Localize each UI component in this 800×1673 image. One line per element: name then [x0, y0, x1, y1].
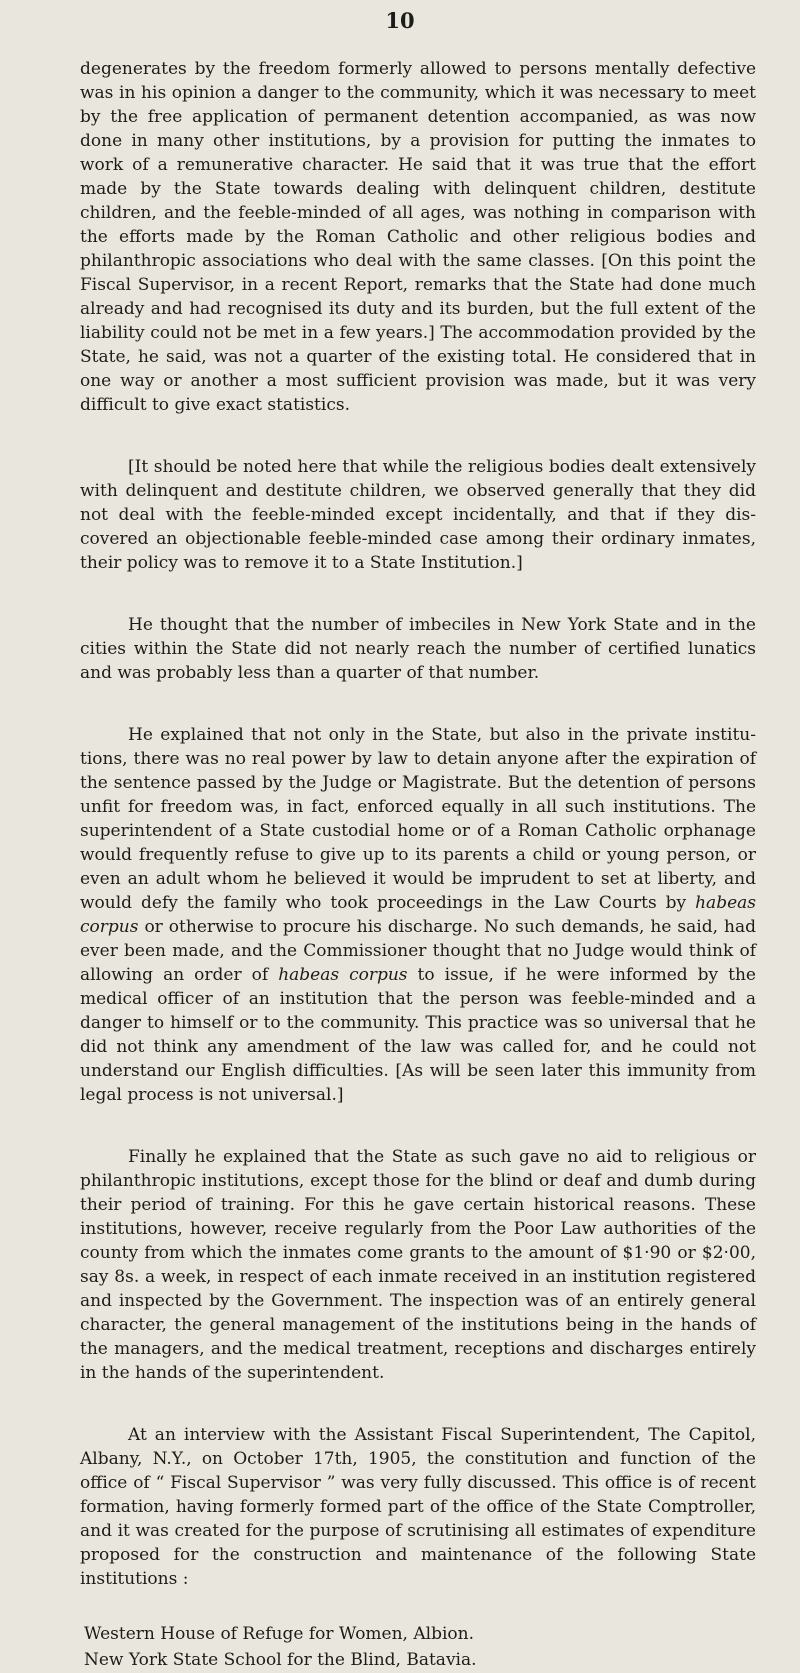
institution-item: Western House of Refuge for Women, Albion. — [84, 1624, 474, 1644]
text-segment: Finally he explained that the State as such gave no aid to religious or philanthropic institutions, except those for the blind or deaf and dumb during their period of training. For this he gave certain historical reasons. These institutions, however, receive regularly from the Poor Law authorities of the county from which the inmates come grants to the amount of $1·90 or $2·00, say 8s. a week, in respect of each inmate received in an institution registered and inspected by the Government. The inspection was of an entirely general character, the general management of the institutions being in the hands of the managers, and the medical treatment, receptions and discharges entirely in the hands of the superintendent. — [80, 1147, 756, 1383]
paragraph-1 — [80, 57, 756, 417]
institution-item: New York State School for the Blind, Batavia. — [84, 1650, 477, 1670]
text-segment: or otherwise to procure his discharge. No such demands, he said, had ever been made, and the Commissioner thought that no Judge would think of allowing an order of — [80, 917, 756, 985]
italic-text-segment: habeas corpus — [80, 893, 756, 937]
italic-text-segment: habeas corpus — [278, 965, 408, 985]
text-segment: He thought that the number of imbeciles in New York State and in the cities within the State did not nearly reach the number of certified lunatics and was probably less than a quarter of that number. — [80, 615, 756, 683]
text-segment: to issue, if he were informed by the medical officer of an institution that the person was feeble-minded and a danger to himself or to the community. This practice was so universal that he did not think any amendment of the law was called for, and he could not understand our English difficulties. [As will be seen later this immunity from legal process is not universal.] — [80, 965, 756, 1105]
text-segment: At an interview with the Assistant Fiscal Superintendent, The Capitol, Albany, N.Y., on October 17th, 1905, the constitution and function of the office of “ Fiscal Supervisor ” was very fully discussed. This office is of recent formation, having formerly formed part of the office of the State Comptroller, and it was created for the purpose of scrutinising all estimates of expenditure proposed for the construction and maintenance of the following State institutions : — [80, 1425, 756, 1589]
paragraph-5 — [80, 1145, 756, 1385]
paragraph-3 — [80, 613, 756, 685]
text-segment: He explained that not only in the State, but also in the private institutions, there was no real power by law to detain anyone after the expiration of the sentence passed by the Judge or Magistrate. But the detention of persons unfit for freedom was, in fact, enforced equally in all such institutions. The superintendent of a State custodial home or of a Roman Catholic orphanage would frequently refuse to give up to its parents a child or young person, or even an adult whom he believed it would be imprudent to set at liberty, and would defy the family who took proceedings in the Law Courts by — [80, 725, 756, 913]
text-segment: [It should be noted here that while the religious bodies dealt extensively with delinquent and destitute children, we observed generally that they did not deal with the feeble-minded except incidentally, and that if they discovered an objectionable feeble-minded case among their ordinary inmates, their policy was to remove it to a State Institution.] — [80, 457, 756, 573]
institution-list — [80, 1621, 756, 1673]
page-number: 10 — [385, 8, 415, 33]
paragraph-2 — [80, 455, 756, 575]
body-text — [80, 57, 756, 1673]
paragraph-6 — [80, 1423, 756, 1591]
text-segment: degenerates by the freedom formerly allowed to persons mentally defective was in his opinion a danger to the community, which it was necessary to meet by the free application of permanent detention accompanied, as was now done in many other institutions, by a provision for putting the inmates to work of a remunerative character. He said that it was true that the effort made by the State towards dealing with delinquent children, destitute children, and the feeble-minded of all ages, was nothing in comparison with the efforts made by the Roman Catholic and other religious bodies and philanthropic associations who deal with the same classes. [On this point the Fiscal Supervisor, in a recent Report, remarks that the State had done much already and had recognised its duty and its burden, but the full extent of the liability could not be met in a few years.] The accommodation provided by the State, he said, was not a quarter of the existing total. He considered that in one way or another a most sufficient provision was made, but it was very difficult to give exact statistics. — [80, 59, 756, 415]
paragraph-4 — [80, 723, 756, 1107]
